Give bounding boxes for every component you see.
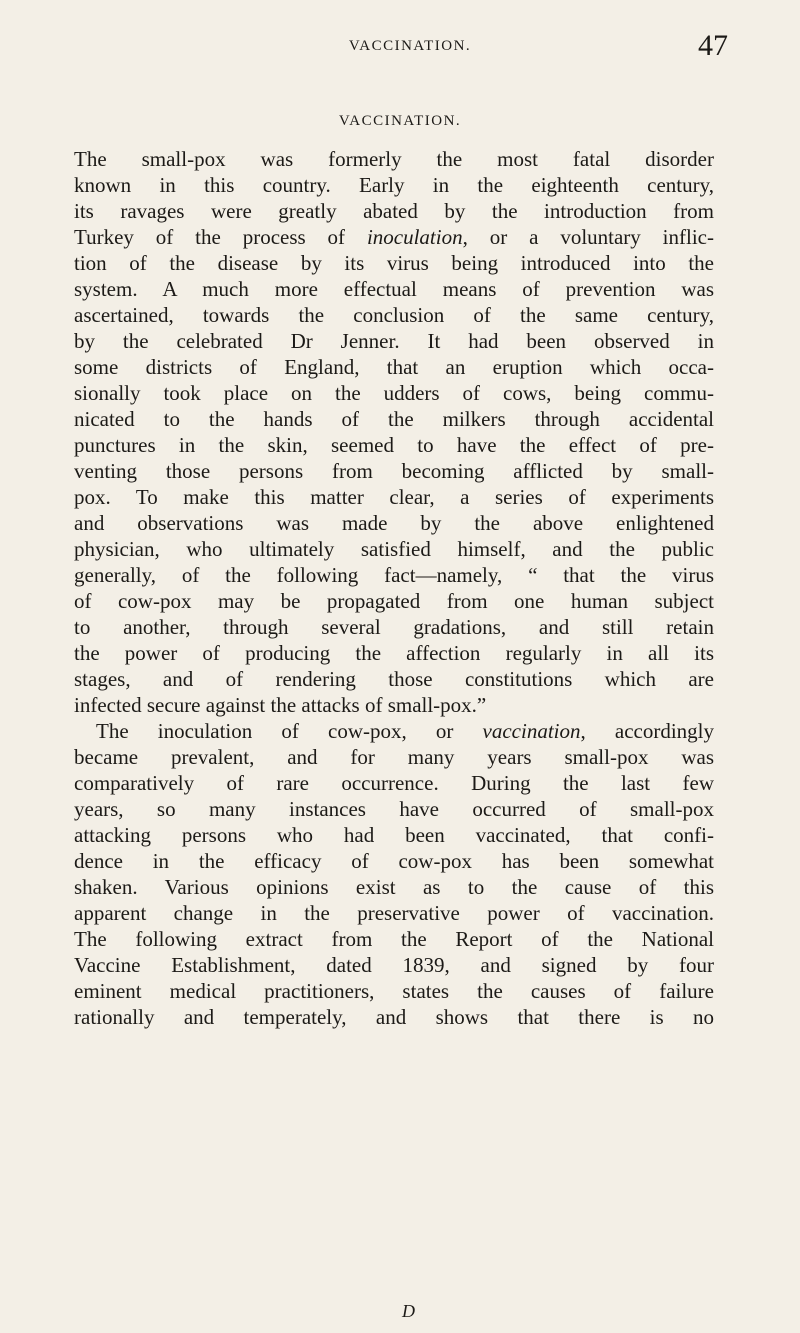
text-line: Vaccine Establishment, dated 1839, and signed by four	[74, 953, 714, 977]
running-head	[0, 28, 800, 68]
signature-mark: D	[402, 1301, 415, 1321]
page-number: 47	[698, 29, 728, 62]
text-line: stages, and of rendering those constitutions which are	[74, 667, 714, 691]
text-line: system. A much more effectual means of prevention was	[74, 277, 714, 301]
text-line: nicated to the hands of the milkers through accidental	[74, 407, 714, 431]
text-line: venting those persons from becoming afflicted by small-	[74, 459, 714, 483]
text-line: known in this country. Early in the eighteenth century,	[74, 173, 714, 197]
text-line: some districts of England, that an eruption which occa-	[74, 355, 714, 379]
text-line: of cow-pox may be propagated from one human subject	[74, 589, 714, 613]
text-line: dence in the efficacy of cow-pox has been somewhat	[74, 849, 714, 873]
text-line: its ravages were greatly abated by the introduction from	[74, 199, 714, 223]
text-line: generally, of the following fact—namely, “ that the virus	[74, 563, 714, 587]
text-line: to another, through several gradations, and still retain	[74, 615, 714, 639]
text-line: by the celebrated Dr Jenner. It had been observed in	[74, 329, 714, 353]
text-line: punctures in the skin, seemed to have the effect of pre-	[74, 433, 714, 457]
section-title: VACCINATION.	[338, 113, 462, 129]
text-line: ascertained, towards the conclusion of the same century,	[74, 303, 714, 327]
text-line: infected secure against the attacks of small-pox.”	[74, 693, 487, 717]
text-line: rationally and temperately, and shows that there is no	[74, 1005, 714, 1029]
text-line: The following extract from the Report of the National	[74, 927, 714, 951]
text-line: The inoculation of cow-pox, or vaccination, accordingly	[96, 719, 715, 743]
text-line: apparent change in the preservative power of vaccination.	[74, 901, 714, 925]
body-text	[74, 146, 714, 1030]
text-line: tion of the disease by its virus being introduced into the	[74, 251, 714, 275]
text-line: pox. To make this matter clear, a series of experiments	[74, 485, 714, 509]
text-line: sionally took place on the udders of cows, being commu-	[74, 381, 714, 405]
text-line: became prevalent, and for many years small-pox was	[74, 745, 714, 769]
text-line: attacking persons who had been vaccinated, that confi-	[74, 823, 714, 847]
text-line: the power of producing the affection regularly in all its	[74, 641, 714, 665]
text-line: shaken. Various opinions exist as to the cause of this	[74, 875, 714, 899]
text-line: The small-pox was formerly the most fatal disorder	[74, 147, 714, 171]
text-line: eminent medical practitioners, states the causes of failure	[74, 979, 714, 1003]
text-line: Turkey of the process of inoculation, or a voluntary inflic-	[74, 225, 714, 249]
running-title: VACCINATION.	[348, 38, 472, 54]
text-line: comparatively of rare occurrence. During the last few	[74, 771, 714, 795]
text-line: physician, who ultimately satisfied himself, and the public	[74, 537, 714, 561]
text-line: years, so many instances have occurred of small-pox	[74, 797, 714, 821]
text-line: and observations was made by the above enlightened	[74, 511, 714, 535]
